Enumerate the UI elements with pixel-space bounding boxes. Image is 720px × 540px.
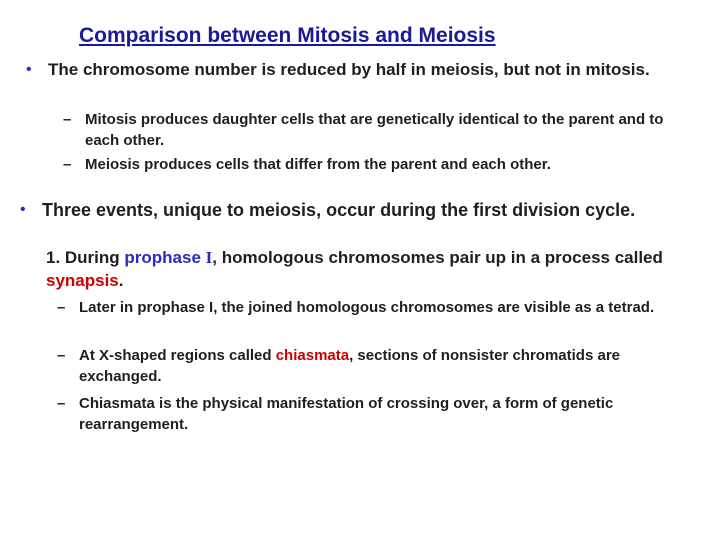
dash-icon: – <box>57 347 66 364</box>
paragraph-text: . <box>118 271 124 290</box>
prophase-keyword: prophase <box>124 248 201 267</box>
paragraph-text: , homologous chromosomes pair up in a process called <box>212 248 663 267</box>
subpoint-mitosis <box>63 109 683 151</box>
subpoint-text: Mitosis produces daughter cells that are genetically identical to the parent and to each other. <box>85 111 664 149</box>
bullet-text: The chromosome number is reduced by half in meiosis, but not in mitosis. <box>48 60 650 79</box>
subpoint-tetrad <box>57 297 707 318</box>
bullet-icon: • <box>26 61 32 78</box>
subpoint-text: Chiasmata is the physical manifestation of crossing over, a form of genetic rearrangement. <box>79 395 614 433</box>
dash-icon: – <box>57 395 66 412</box>
paragraph-text: 1. During <box>46 248 125 267</box>
bullet-chromosome-number <box>26 58 686 81</box>
bullet-three-events <box>20 198 710 222</box>
roman-numeral: I <box>205 248 213 267</box>
synapsis-keyword: synapsis <box>46 271 119 290</box>
dash-icon: – <box>63 111 72 128</box>
prophase-paragraph <box>46 246 666 292</box>
dash-icon: – <box>57 299 66 316</box>
subpoint-text <box>79 345 699 387</box>
slide-title: Comparison between Mitosis and Meiosis <box>79 24 496 47</box>
chiasmata-keyword: chiasmata <box>275 347 350 364</box>
subpoint-text-part: , sections of nonsister chromatids are exchanged. <box>79 347 621 385</box>
dash-icon: – <box>63 156 72 173</box>
subpoint-chiasmata <box>57 345 707 387</box>
bullet-icon: • <box>20 201 26 218</box>
subpoint-crossing-over <box>57 393 707 435</box>
subpoint-text-part: At X-shaped regions called <box>79 347 276 364</box>
subpoint-meiosis <box>63 154 683 175</box>
bullet-text: Three events, unique to meiosis, occur during the first division cycle. <box>42 200 636 220</box>
subpoint-text: Later in prophase I, the joined homologous chromosomes are visible as a tetrad. <box>79 299 655 316</box>
subpoint-text: Meiosis produces cells that differ from the parent and each other. <box>85 156 551 173</box>
